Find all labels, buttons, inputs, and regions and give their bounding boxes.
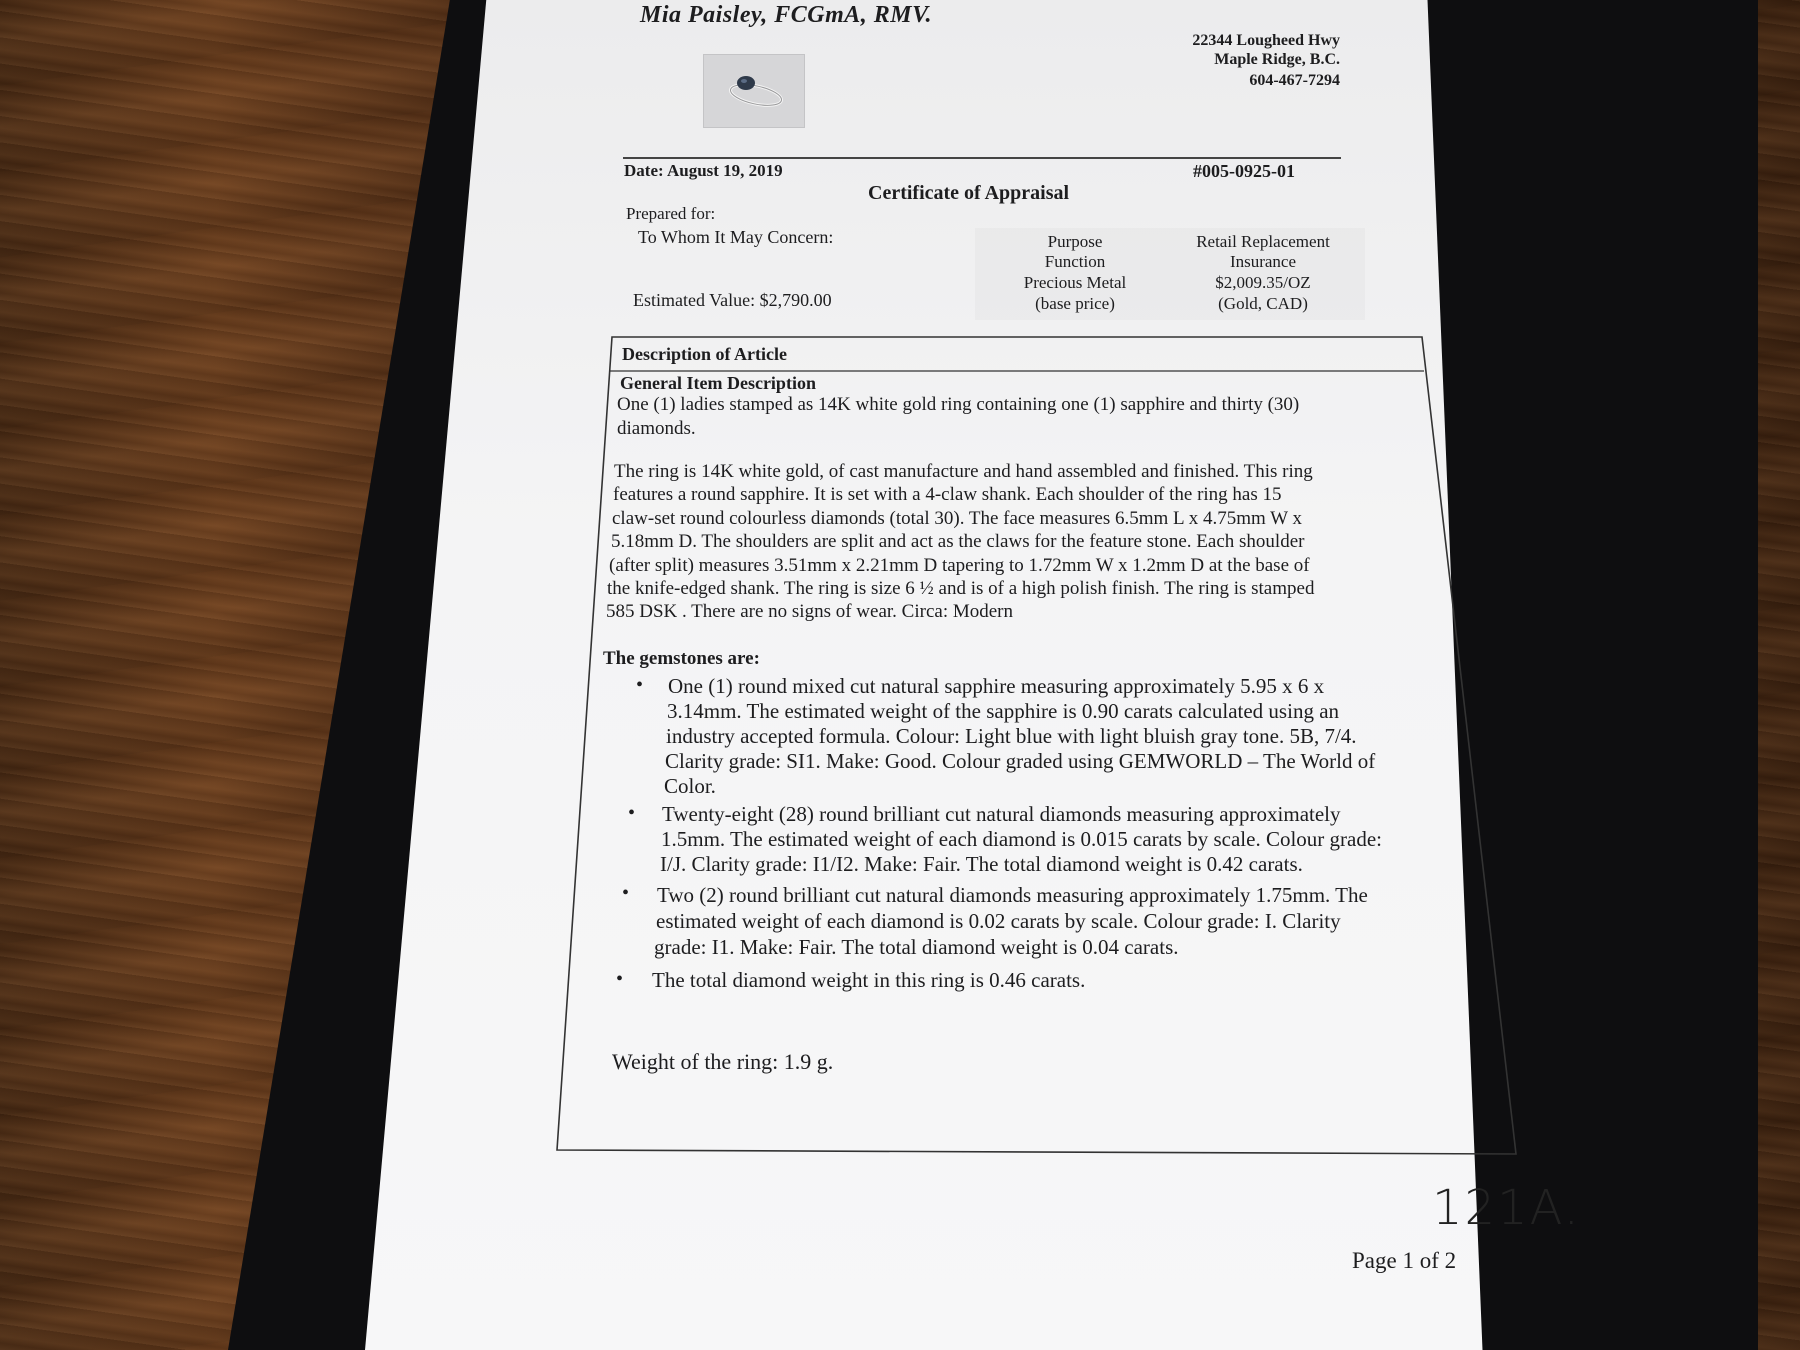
gemstone-diamonds-28 — [0, 802, 1382, 877]
ring-weight: Weight of the ring: 1.9 g. — [612, 1049, 834, 1074]
address-line-phone: 604-467-7294 — [1249, 72, 1340, 89]
info-value-purpose: Retail Replacement — [1196, 232, 1330, 251]
item-details-line: The ring is 14K white gold, of cast manufacture and hand assembled and finished. This ring — [614, 461, 1313, 482]
gemstones-heading: The gemstones are: — [603, 648, 760, 669]
gemstone-line: One (1) round mixed cut natural sapphire measuring approximately 5.95 x 6 x — [668, 674, 1325, 698]
gemstone-sapphire — [0, 674, 1375, 799]
gemstone-line: industry accepted formula. Colour: Light blue with light bluish gray tone. 5B, 7/4. — [666, 724, 1357, 748]
item-details — [0, 460, 1314, 624]
item-summary-line: diamonds. — [617, 417, 696, 439]
item-details-line: 585 DSK . There are no signs of wear. Circa: Modern — [606, 601, 1013, 623]
address-line-street: 22344 Lougheed Hwy — [1192, 32, 1340, 49]
item-summary-line: One (1) ladies stamped as 14K white gold ring containing one (1) sapphire and thirty (30) — [617, 394, 1300, 415]
item-details-line: 5.18mm D. The shoulders are split and act as the claws for the feature stone. Each shoulder — [611, 531, 1305, 553]
bullet-icon: • — [636, 674, 644, 696]
appraisal-date: Date: August 19, 2019 — [624, 161, 783, 180]
gemstone-line: The total diamond weight in this ring is 0.46 carats. — [652, 968, 1086, 992]
item-details-line: claw-set round colourless diamonds (total 30). The face measures 6.5mm L x 4.75mm W x — [612, 507, 1303, 529]
general-description-header: General Item Description — [620, 373, 816, 393]
page-number: Page 1 of 2 — [1352, 1248, 1457, 1273]
estimated-value: Estimated Value: $2,790.00 — [633, 290, 832, 310]
info-label-purpose: Purpose — [1047, 232, 1103, 251]
item-summary — [617, 393, 1299, 440]
gemstone-line: 1.5mm. The estimated weight of each diamond is 0.015 carats by scale. Colour grade: — [661, 827, 1383, 851]
gemstone-line: Color. — [664, 774, 716, 798]
info-label-precious-metal: Precious Metal — [1023, 273, 1127, 292]
info-value-function: Insurance — [1229, 252, 1297, 271]
info-value-currency: (Gold, CAD) — [1218, 294, 1308, 313]
prepared-for-recipient: To Whom It May Concern: — [638, 227, 834, 247]
appraiser-name: Mia Paisley, FCGmA, RMV. — [640, 2, 933, 28]
handwritten-note: 121A. — [1432, 1180, 1581, 1236]
item-details-line: (after split) measures 3.51mm x 2.21mm D tapering to 1.72mm W x 1.2mm D at the base of — [609, 554, 1310, 576]
gemstone-diamonds-2 — [0, 882, 1368, 960]
prepared-for-label: Prepared for: — [626, 204, 716, 223]
document-title: Certificate of Appraisal — [868, 182, 1070, 204]
address-line-city: Maple Ridge, B.C. — [1214, 51, 1340, 68]
gemstone-line: Two (2) round brilliant cut natural diamonds measuring approximately 1.75mm. The — [657, 883, 1368, 907]
gemstone-total — [0, 968, 1085, 993]
gemstone-line: I/J. Clarity grade: I1/I2. Make: Fair. The total diamond weight is 0.42 carats. — [660, 852, 1303, 876]
bullet-icon: • — [616, 968, 624, 990]
info-label-function: Function — [1044, 252, 1106, 271]
gemstone-line: 3.14mm. The estimated weight of the sapphire is 0.90 carats calculated using an — [667, 699, 1340, 723]
gemstone-line: Twenty-eight (28) round brilliant cut natural diamonds measuring approximately — [662, 802, 1341, 826]
gemstone-line: grade: I1. Make: Fair. The total diamond weight is 0.04 carats. — [654, 935, 1179, 959]
bullet-icon: • — [622, 882, 630, 904]
info-label-base-price: (base price) — [1035, 294, 1115, 313]
info-value-metal-price: $2,009.35/OZ — [1215, 273, 1311, 292]
bullet-icon: • — [628, 802, 636, 824]
item-details-line: features a round sapphire. It is set with a 4-claw shank. Each shoulder of the ring has 15 — [613, 484, 1282, 506]
gemstone-line: estimated weight of each diamond is 0.02 carats by scale. Colour grade: I. Clarity — [656, 909, 1341, 933]
gemstone-line: Clarity grade: SI1. Make: Good. Colour graded using GEMWORLD – The World of — [665, 749, 1376, 773]
description-header: Description of Article — [622, 344, 787, 364]
appraisal-number: #005-0925-01 — [1193, 161, 1295, 181]
item-details-line: the knife-edged shank. The ring is size 6 ½ and is of a high polish finish. The ring is stamped — [607, 578, 1315, 600]
